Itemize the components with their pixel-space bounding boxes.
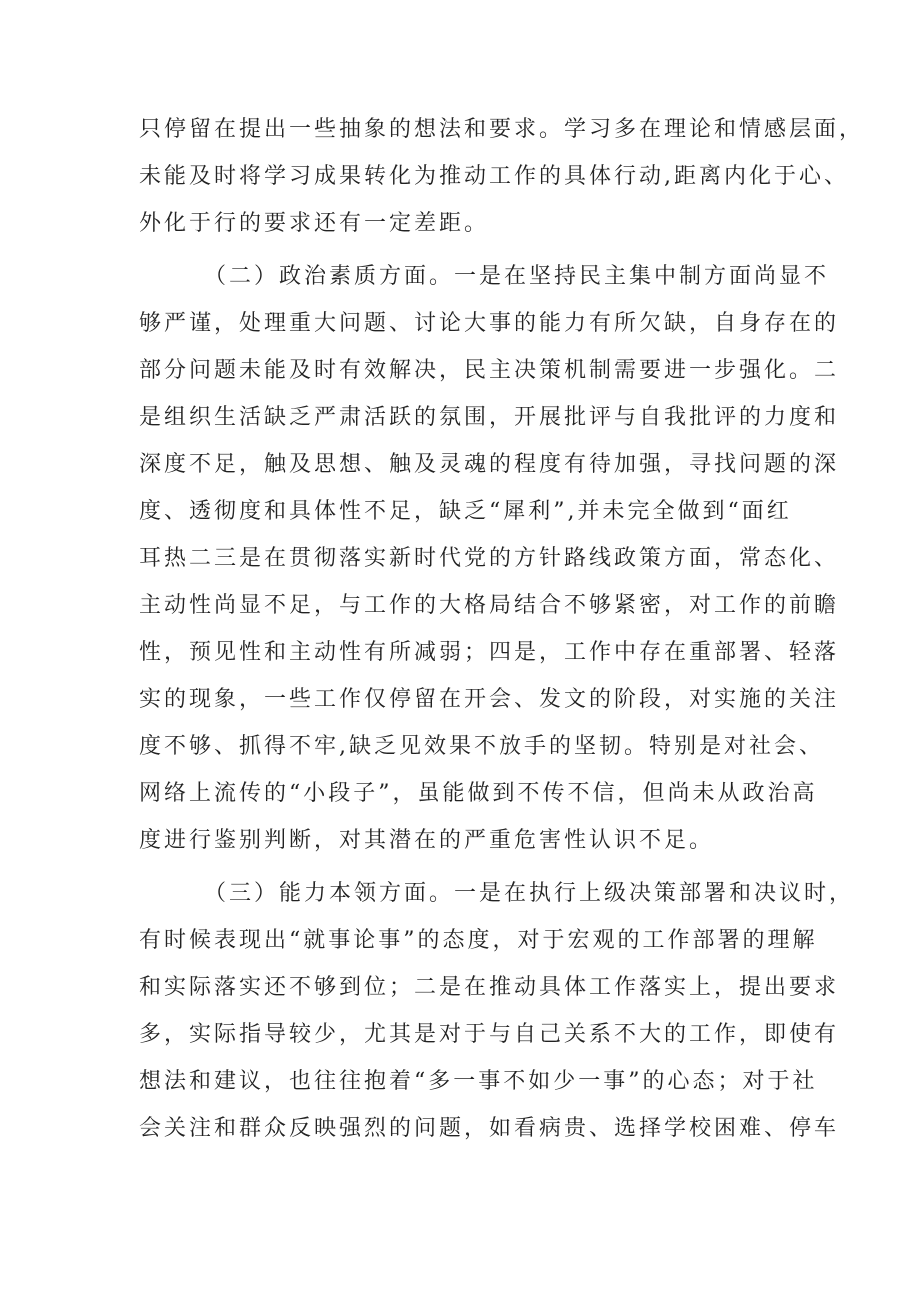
text-line: 网络上流传的“小段子”，虽能做到不传不信，但尚未从政治高 [139, 781, 818, 806]
text-line: 耳热二三是在贯彻落实新时代党的方针路线政策方面，常态化、 [139, 546, 840, 571]
text-line: 主动性尚显不足，与工作的大格局结合不够紧密，对工作的前瞻 [139, 593, 840, 618]
section-heading-line: （二）政治素质方面。一是在坚持民主集中制方面尚显不 [204, 264, 830, 289]
text-line: 度、透彻度和具体性不足，缺乏“犀利”,并未完全做到“面红 [139, 499, 792, 524]
text-line: 未能及时将学习成果转化为推动工作的具体行动,距离内化于心、 [139, 164, 849, 189]
text-line: 多，实际指导较少，尤其是对于与自己关系不大的工作，即使有 [139, 1022, 840, 1047]
section-heading-line: （三）能力本领方面。一是在执行上级决策部署和决议时， [204, 881, 855, 906]
text-line: 想法和建议，也往往抱着“多一事不如少一事”的心态；对于社 [139, 1069, 818, 1094]
text-line: 和实际落实还不够到位；二是在推动具体工作落实上，提出要求 [139, 975, 840, 1000]
text-line: 深度不足，触及思想、触及灵魂的程度有待加强，寻找问题的深 [139, 452, 840, 477]
text-line: 会关注和群众反映强烈的问题，如看病贵、选择学校困难、停车 [139, 1116, 840, 1141]
text-line: 度进行鉴别判断，对其潜在的严重危害性认识不足。 [139, 828, 715, 853]
text-line: 实的现象，一些工作仅停留在开会、发文的阶段，对实施的关注 [139, 687, 840, 712]
text-line: 性，预见性和主动性有所减弱；四是，工作中存在重部署、轻落 [139, 640, 840, 665]
text-line: 有时候表现出“就事论事”的态度，对于宏观的工作部署的理解 [139, 928, 818, 953]
text-line: 度不够、抓得不牢,缺乏见效果不放手的坚韧。特别是对社会、 [139, 734, 824, 759]
text-line: 部分问题未能及时有效解决，民主决策机制需要进一步强化。二 [139, 358, 840, 383]
text-line: 外化于行的要求还有一定差距。 [139, 211, 490, 236]
text-line: 是组织生活缺乏严肃活跃的氛围，开展批评与自我批评的力度和 [139, 405, 840, 430]
text-line: 够严谨，处理重大问题、讨论大事的能力有所欠缺，自身存在的 [139, 311, 840, 336]
text-line: 只停留在提出一些抽象的想法和要求。学习多在理论和情感层面， [139, 117, 865, 142]
